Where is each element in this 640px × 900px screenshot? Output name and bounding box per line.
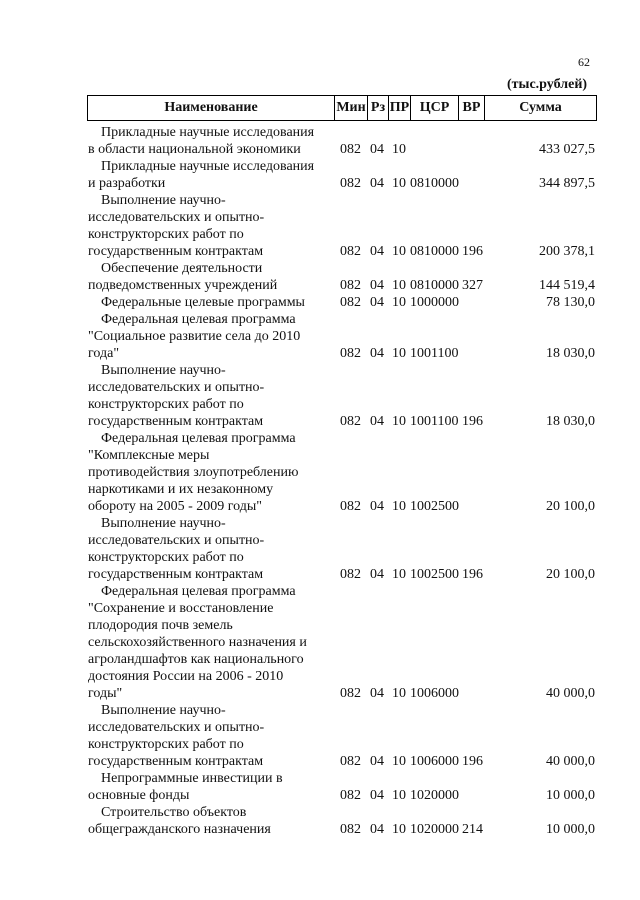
row-name: [88, 260, 336, 294]
table-row: [0, 192, 640, 260]
row-sum: 20 100,0: [546, 499, 595, 514]
row-min: 082: [340, 244, 361, 259]
row-csr: 1001100: [410, 414, 459, 429]
table-row: [0, 124, 640, 158]
row-csr: 0810000: [410, 176, 459, 191]
row-name-line: в области национальной экономики: [88, 142, 301, 157]
row-min: 082: [340, 414, 361, 429]
row-pr: 10: [392, 499, 406, 514]
row-name: [88, 804, 336, 838]
row-name-line: государственным контрактам: [88, 567, 264, 582]
row-min: 082: [340, 278, 361, 293]
row-rz: 04: [370, 346, 384, 361]
row-sum: 40 000,0: [546, 754, 595, 769]
row-csr: 1020000: [410, 788, 459, 803]
row-sum: 20 100,0: [546, 567, 595, 582]
table-row: [0, 804, 640, 838]
row-rz: 04: [370, 244, 384, 259]
row-sum: 200 378,1: [539, 244, 595, 259]
row-name-line: исследовательских и опытно-: [88, 210, 265, 225]
header-sum: Сумма: [519, 100, 562, 115]
row-pr: 10: [392, 686, 406, 701]
page-number: 62: [578, 55, 590, 69]
header-name: Наименование: [88, 96, 335, 120]
row-min: 082: [340, 499, 361, 514]
row-pr: 10: [392, 278, 406, 293]
table-body: [0, 124, 640, 838]
row-name-line: "Комплексные меры: [88, 448, 210, 463]
row-rz: 04: [370, 567, 384, 582]
row-rz: 04: [370, 295, 384, 310]
row-name: [88, 362, 336, 430]
row-min: 082: [340, 686, 361, 701]
row-sum: 18 030,0: [546, 346, 595, 361]
row-name-line: годы": [88, 686, 123, 701]
row-name: [88, 192, 336, 260]
row-name-line: общегражданского назначения: [88, 822, 271, 837]
row-csr: 1002500: [410, 499, 459, 514]
row-min: 082: [340, 142, 361, 157]
row-pr: 10: [392, 295, 406, 310]
row-vr: 196: [462, 414, 483, 429]
row-name-line: Выполнение научно-: [101, 193, 226, 208]
row-name: [88, 583, 336, 702]
row-sum: 18 030,0: [546, 414, 595, 429]
row-vr: 196: [462, 567, 483, 582]
row-rz: 04: [370, 499, 384, 514]
row-name: [88, 702, 336, 770]
row-csr: 1020000: [410, 822, 459, 837]
table-row: [0, 430, 640, 515]
row-name-line: Выполнение научно-: [101, 703, 226, 718]
row-csr: 0810000: [410, 278, 459, 293]
table-row: [0, 260, 640, 294]
row-vr: 196: [462, 754, 483, 769]
table-row: [0, 158, 640, 192]
header-rz: Рз: [368, 96, 389, 120]
row-name-line: плодородия почв земель: [88, 618, 233, 633]
row-name-line: Обеспечение деятельности: [101, 261, 263, 276]
table-row: [0, 583, 640, 702]
row-name: [88, 515, 336, 583]
row-pr: 10: [392, 244, 406, 259]
units-label: (тыс.рублей): [507, 77, 588, 92]
row-name-line: "Социальное развитие села до 2010: [88, 329, 301, 344]
row-vr: 327: [462, 278, 483, 293]
row-pr: 10: [392, 822, 406, 837]
table-header: [87, 95, 597, 121]
row-pr: 10: [392, 176, 406, 191]
header-pr: ПР: [389, 96, 411, 120]
row-name-line: конструкторских работ по: [88, 737, 244, 752]
row-name-line: исследовательских и опытно-: [88, 533, 265, 548]
table-row: [0, 311, 640, 362]
row-rz: 04: [370, 788, 384, 803]
row-name-line: исследовательских и опытно-: [88, 720, 265, 735]
row-rz: 04: [370, 822, 384, 837]
row-name-line: Выполнение научно-: [101, 363, 226, 378]
row-csr: 1000000: [410, 295, 459, 310]
row-sum: 10 000,0: [546, 822, 595, 837]
row-name-line: Прикладные научные исследования: [101, 159, 315, 174]
row-csr: 1001100: [410, 346, 459, 361]
row-sum: 40 000,0: [546, 686, 595, 701]
row-name-line: Федеральные целевые программы: [101, 295, 305, 310]
row-vr: 196: [462, 244, 483, 259]
row-rz: 04: [370, 142, 384, 157]
row-vr: 214: [462, 822, 483, 837]
table-row: [0, 770, 640, 804]
row-name-line: конструкторских работ по: [88, 550, 244, 565]
row-rz: 04: [370, 278, 384, 293]
row-name: [88, 311, 336, 362]
row-sum: 78 130,0: [546, 295, 595, 310]
row-min: 082: [340, 176, 361, 191]
row-name-line: конструкторских работ по: [88, 397, 244, 412]
row-rz: 04: [370, 414, 384, 429]
row-name: [88, 430, 336, 515]
row-csr: 1002500: [410, 567, 459, 582]
row-name-line: подведомственных учреждений: [88, 278, 278, 293]
row-min: 082: [340, 754, 361, 769]
row-name-line: и разработки: [88, 176, 166, 191]
row-name-line: государственным контрактам: [88, 414, 264, 429]
row-name-line: государственным контрактам: [88, 244, 264, 259]
row-min: 082: [340, 346, 361, 361]
header-vr: ВР: [459, 96, 485, 120]
row-name-line: агроландшафтов как национального: [88, 652, 304, 667]
row-name: [88, 124, 336, 158]
row-name-line: Федеральная целевая программа: [101, 584, 296, 599]
table-row: [0, 362, 640, 430]
row-rz: 04: [370, 754, 384, 769]
row-name-line: Строительство объектов: [101, 805, 247, 820]
row-name-line: Непрограммные инвестиции в: [101, 771, 283, 786]
row-name-line: Выполнение научно-: [101, 516, 226, 531]
row-min: 082: [340, 788, 361, 803]
row-rz: 04: [370, 176, 384, 191]
row-name: [88, 158, 336, 192]
row-sum: 344 897,5: [539, 176, 595, 191]
row-pr: 10: [392, 346, 406, 361]
row-name: [88, 294, 336, 311]
row-name-line: Федеральная целевая программа: [101, 431, 296, 446]
row-sum: 433 027,5: [539, 142, 595, 157]
row-name: [88, 770, 336, 804]
row-sum: 10 000,0: [546, 788, 595, 803]
row-name-line: Прикладные научные исследования: [101, 125, 315, 140]
row-pr: 10: [392, 788, 406, 803]
row-name-line: достояния России на 2006 - 2010: [88, 669, 284, 684]
row-name-line: "Сохранение и восстановление: [88, 601, 274, 616]
row-name-line: конструкторских работ по: [88, 227, 244, 242]
header-min: Мин: [335, 96, 368, 120]
row-name-line: исследовательских и опытно-: [88, 380, 265, 395]
row-name-line: противодействия злоупотреблению: [88, 465, 299, 480]
row-name-line: наркотиками и их незаконному: [88, 482, 274, 497]
row-sum: 144 519,4: [539, 278, 595, 293]
row-name-line: основные фонды: [88, 788, 190, 803]
row-name-line: обороту на 2005 - 2009 годы": [88, 499, 262, 514]
row-pr: 10: [392, 142, 406, 157]
row-csr: 0810000: [410, 244, 459, 259]
row-name-line: Федеральная целевая программа: [101, 312, 296, 327]
row-name-line: сельскохозяйственного назначения и: [88, 635, 307, 650]
row-min: 082: [340, 567, 361, 582]
row-pr: 10: [392, 567, 406, 582]
table-row: [0, 294, 640, 311]
row-rz: 04: [370, 686, 384, 701]
row-pr: 10: [392, 754, 406, 769]
table-row: [0, 515, 640, 583]
table-row: [0, 702, 640, 770]
row-name-line: года": [88, 346, 120, 361]
row-min: 082: [340, 295, 361, 310]
header-csr: ЦСР: [411, 96, 459, 120]
row-name-line: государственным контрактам: [88, 754, 264, 769]
row-min: 082: [340, 822, 361, 837]
row-pr: 10: [392, 414, 406, 429]
row-csr: 1006000: [410, 754, 459, 769]
row-csr: 1006000: [410, 686, 459, 701]
